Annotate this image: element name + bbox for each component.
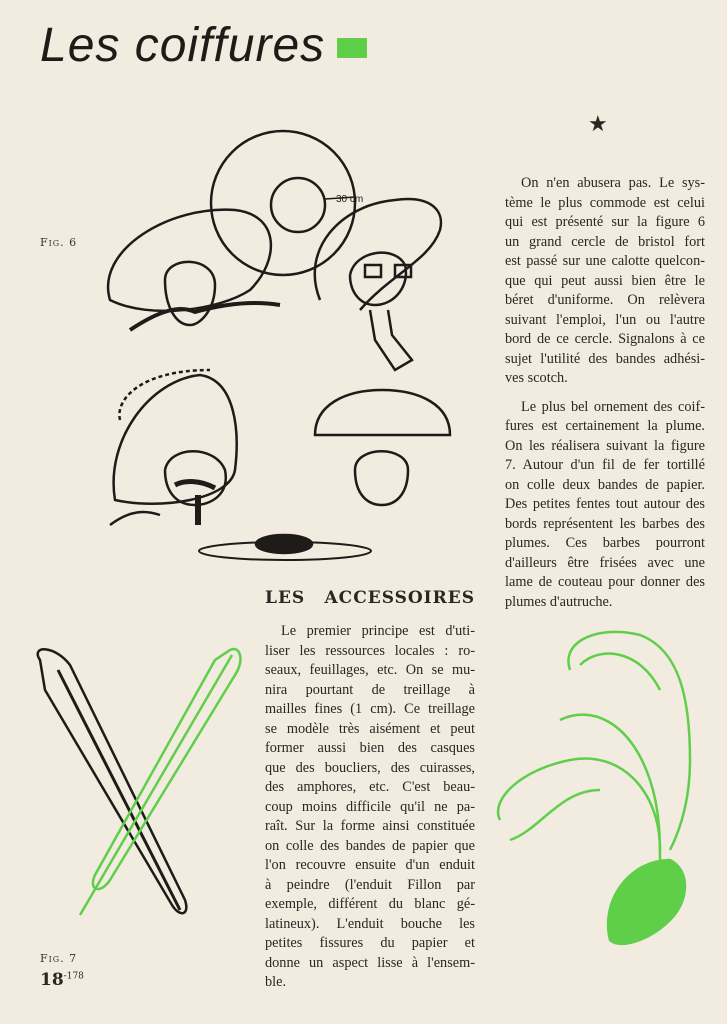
text-line: former aussi bien des casques: [265, 740, 475, 756]
text-line: bords représentent les barbes des: [505, 515, 705, 532]
black-feather: [38, 649, 187, 913]
text-line: on colle deux bandes de papier.: [505, 476, 705, 493]
fig6-label: Fig. 6: [40, 236, 78, 249]
green-feather-left: [80, 649, 240, 915]
text-line: plumes d'autruche.: [505, 593, 613, 610]
text-line: donne un aspect lisse à l'ensem-: [265, 954, 475, 971]
text-line: plumes. Ces barbes pourront: [505, 535, 705, 551]
text-line: Le premier principe est d'uti-: [281, 623, 475, 639]
text-line: Le plus bel ornement des coif-: [521, 398, 705, 415]
text-line: seaux, feuillages, etc. On se mu-: [265, 662, 475, 678]
text-line: liser les ressources locales : ro-: [265, 642, 475, 659]
text-line: que qui peut aussi bien être le: [505, 272, 705, 289]
text-line: fures est certainement la plume.: [505, 418, 705, 434]
text-line: ves scotch.: [505, 370, 568, 386]
text-line: d'ailleurs être frisées avec une: [505, 554, 705, 571]
fig7-label: Fig. 7: [40, 952, 78, 965]
paragraph-accessoires: [265, 622, 475, 993]
page-title: Les coiffures: [40, 19, 326, 72]
text-line: béret d'uniforme. On relèvera: [505, 292, 705, 308]
svg-text:30 cm: 30 cm: [336, 194, 364, 205]
text-line: petites fissures du papier et: [265, 935, 475, 951]
text-line: suivant l'emploi, l'un ou l'autre: [505, 311, 705, 328]
text-line: latineux). L'enduit bouche les: [265, 915, 475, 932]
paragraph-plume: [505, 398, 705, 613]
page-number: $18^{-178}$: [40, 970, 84, 990]
text-line: raît. Sur la forme ainsi constituée: [265, 818, 475, 834]
text-line: ble.: [265, 974, 287, 990]
green-plume-bunch: [498, 632, 690, 944]
text-line: On n'en abusera pas. Le sys-: [521, 175, 705, 191]
text-line: mailles fines (1 cm). Ce treillage: [265, 701, 475, 717]
text-line: bord de ce cercle. Signalons à ce: [505, 331, 705, 347]
text-line: on colle des bandes de papier que: [265, 837, 475, 854]
text-line: que des boucliers, des cuirasses,: [265, 759, 475, 776]
star-ornament: ★: [588, 112, 608, 137]
text-line: qui est présenté sur la figure 6: [505, 214, 705, 230]
text-line: exemple, différent du blanc gé-: [265, 896, 475, 912]
right-column-text: [505, 174, 705, 621]
text-line: des amphores, etc. C'est beau-: [265, 779, 475, 795]
text-line: l'on recouvre ensuite d'un enduit: [265, 857, 475, 873]
text-line: coup moins difficile qu'il ne pa-: [265, 798, 475, 815]
text-line: On les réalisera suivant la figure: [505, 437, 705, 454]
text-line: à peindre (l'enduit Fillon par: [265, 876, 475, 893]
text-line: tème le plus commode est celui: [505, 194, 705, 211]
accessoires-text: [265, 622, 475, 1002]
section-heading-accessoires: LES ACCESSOIRES: [265, 588, 475, 608]
text-line: est passé sur une calotte quelcon-: [505, 253, 705, 269]
text-line: sujet l'utilité des bandes adhési-: [505, 350, 705, 367]
paragraph-figure6: [505, 174, 705, 389]
text-line: un grand cercle de bristol fort: [505, 233, 705, 250]
text-line: se modèle très aisément et peut: [265, 720, 475, 737]
text-line: nira pourtant de treillage à: [265, 681, 475, 698]
text-line: lame de couteau pour donner des: [505, 574, 705, 590]
text-line: 7. Autour d'un fil de fer tortillé: [505, 457, 705, 473]
text-line: Des petites fentes tout autour des: [505, 496, 705, 512]
